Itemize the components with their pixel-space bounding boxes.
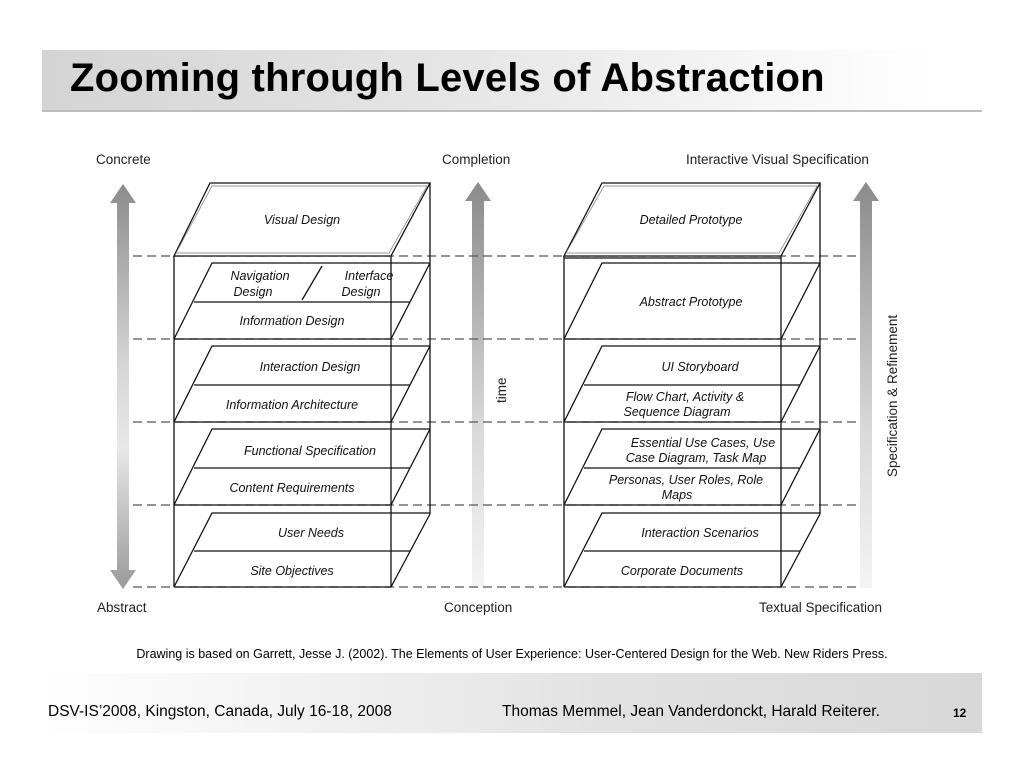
navigation-design-label-2: Design [233,285,273,299]
visual-design-label: Visual Design [263,213,341,227]
concrete-abstract-arrow [110,184,136,589]
essential-use-cases-label: Essential Use Cases, Use [630,436,776,450]
ui-storyboard-label: UI Storyboard [661,360,739,374]
time-label: time [494,377,509,403]
interactive-visual-spec-label: Interactive Visual Specification [686,152,869,167]
abstract-prototype-label: Abstract Prototype [639,295,743,309]
interface-design-label: Interface [344,269,394,283]
navigation-design-label: Navigation [230,269,290,283]
layer-outline [391,346,430,422]
corporate-documents-label: Corporate Documents [620,564,744,578]
maps-label: Maps [661,488,693,502]
personas-label: Personas, User Roles, Role [608,473,764,487]
footer-authors: Thomas Memmel, Jean Vanderdonckt, Harald Reiterer. [502,703,880,720]
layer-outline [781,263,820,339]
textual-spec-label: Textual Specification [759,600,883,615]
page-number: 12 [953,706,967,720]
footer-conference: DSV-IS’2008, Kingston, Canada, July 16-18, 2008 [48,703,392,720]
detailed-prototype-label: Detailed Prototype [639,213,743,227]
user-needs-label: User Needs [278,526,344,540]
layer-outline [781,346,820,422]
interface-design-label-2: Design [341,285,381,299]
citation: Drawing is based on Garrett, Jesse J. (2002). The Elements of User Experience: User-Centered Design for the Web. New Riders Press. [136,647,888,661]
functional-specification-label: Functional Specification [243,444,377,458]
layer-outline [391,263,430,339]
concrete-label: Concrete [96,152,151,167]
use-case-diagram-label: Case Diagram, Task Map [625,451,767,465]
flow-chart-label: Flow Chart, Activity & [625,390,745,404]
sequence-diagram-label: Sequence Diagram [623,405,731,419]
specification-arrow [853,182,879,588]
slide-title: Zooming through Levels of Abstraction [70,56,825,100]
specification-refinement-label: Specification & Refinement [885,314,900,477]
layer-outline [391,429,430,505]
site-objectives-label: Site Objectives [250,564,334,578]
completion-label: Completion [442,152,511,167]
information-architecture-label: Information Architecture [225,398,359,412]
layer-outline [781,429,820,505]
content-requirements-label: Content Requirements [229,481,355,495]
interaction-design-label: Interaction Design [259,360,361,374]
interaction-scenarios-label: Interaction Scenarios [641,526,759,540]
conception-label: Conception [444,600,513,615]
information-design-label: Information Design [239,314,345,328]
layer-divider [302,266,322,300]
abstract-label: Abstract [97,600,147,615]
time-arrow [465,182,491,588]
